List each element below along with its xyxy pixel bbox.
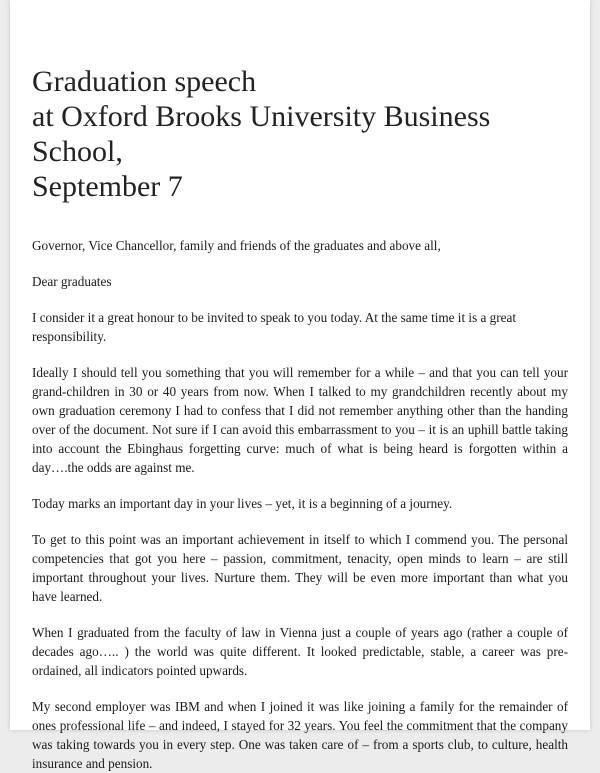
- body-paragraph: My second employer was IBM and when I joined it was like joining a family for the remainder of ones professional life – and indeed, I stayed for 32 years. You feel the commitment that the company was taking towards you in every step. One was taken care of – from a sports club, to culture, health insurance and pension.: [32, 699, 568, 771]
- body-paragraph: When I graduated from the faculty of law in Vienna just a couple of years ago (rather a couple of decades ago….. ) the world was quite different. It looked predictable, stable, a career was pre-ordained, all indicators pointed upwards.: [32, 625, 568, 678]
- title-line: at Oxford Brooks University Business School,: [32, 100, 491, 168]
- body-paragraph: I consider it a great honour to be invited to speak to you today. At the same time it is a great responsibility.: [32, 310, 517, 344]
- document-title: [32, 64, 568, 204]
- body-paragraph: Ideally I should tell you something that you will remember for a while – and that you can tell your grand-children in 30 or 40 years from now. When I talked to my grandchildren recently about my own graduation ceremony I had to confess that I did not remember anything other than the handing over of the document. Not sure if I can avoid this embarrassment to you – it is an uphill battle taking into account the Ebinghaus forgetting curve: much of what is being heard is forgotten within a day….the odds are against me.: [32, 365, 568, 475]
- salutation-paragraph: Governor, Vice Chancellor, family and friends of the graduates and above all,: [32, 238, 441, 253]
- body-paragraph: To get to this point was an important achievement in itself to which I commend you. The personal competencies that got you here – passion, commitment, tenacity, open minds to learn – are still important throughout your lives. Nurture them. They will be even more important than what you have learned.: [32, 532, 568, 604]
- title-line: September 7: [32, 170, 183, 203]
- greeting-paragraph: Dear graduates: [32, 274, 112, 289]
- document-page: [10, 0, 590, 771]
- title-line: Graduation speech: [32, 65, 257, 98]
- body-paragraph: Today marks an important day in your lives – yet, it is a beginning of a journey.: [32, 496, 453, 511]
